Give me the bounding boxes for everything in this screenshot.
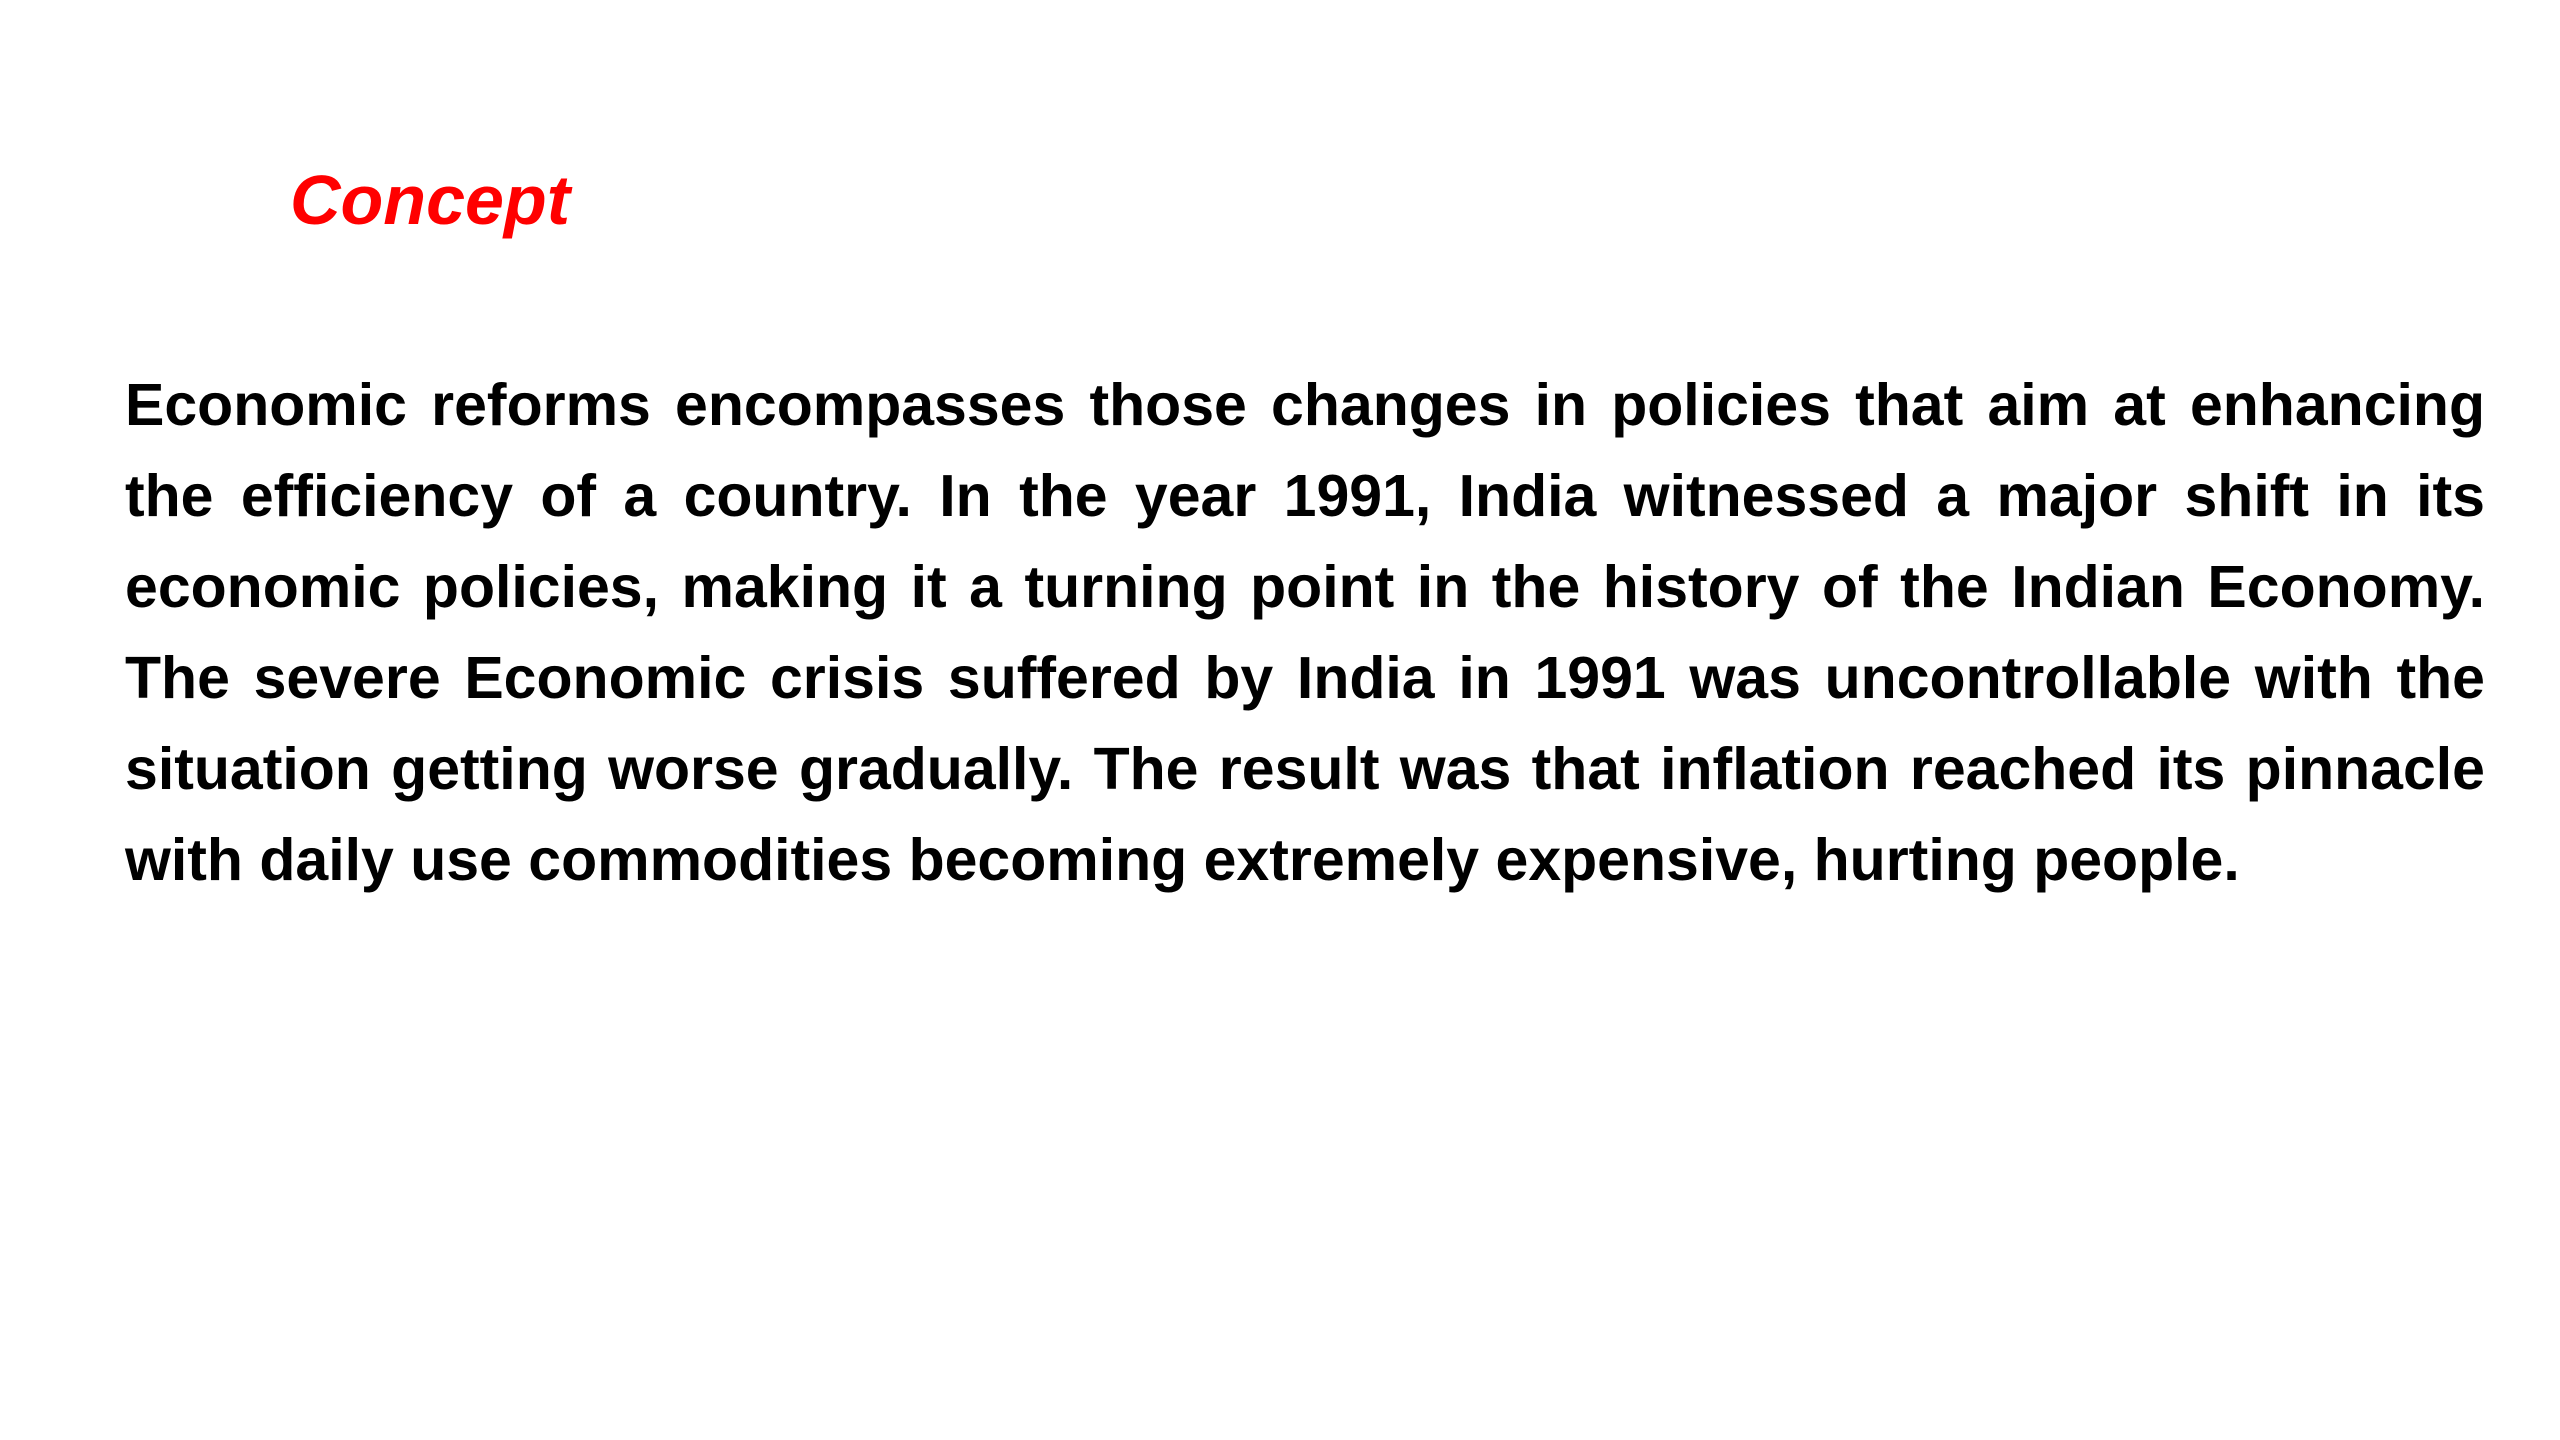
slide-paragraph: Economic reforms encompasses those changes in policies that aim at enhancing the efficiency of a country. In the year 1991, India witnessed a major shift in its economic policies, making it a turning point in the history of the Indian Economy. The severe Economic crisis suffered by India in 1991 was uncontrollable with the situation getting worse gradually. The result was that inflation reached its pinnacle with daily use commodities becoming extremely expensive, hurting people.: [125, 372, 2485, 893]
slide-heading: Concept: [290, 161, 570, 239]
